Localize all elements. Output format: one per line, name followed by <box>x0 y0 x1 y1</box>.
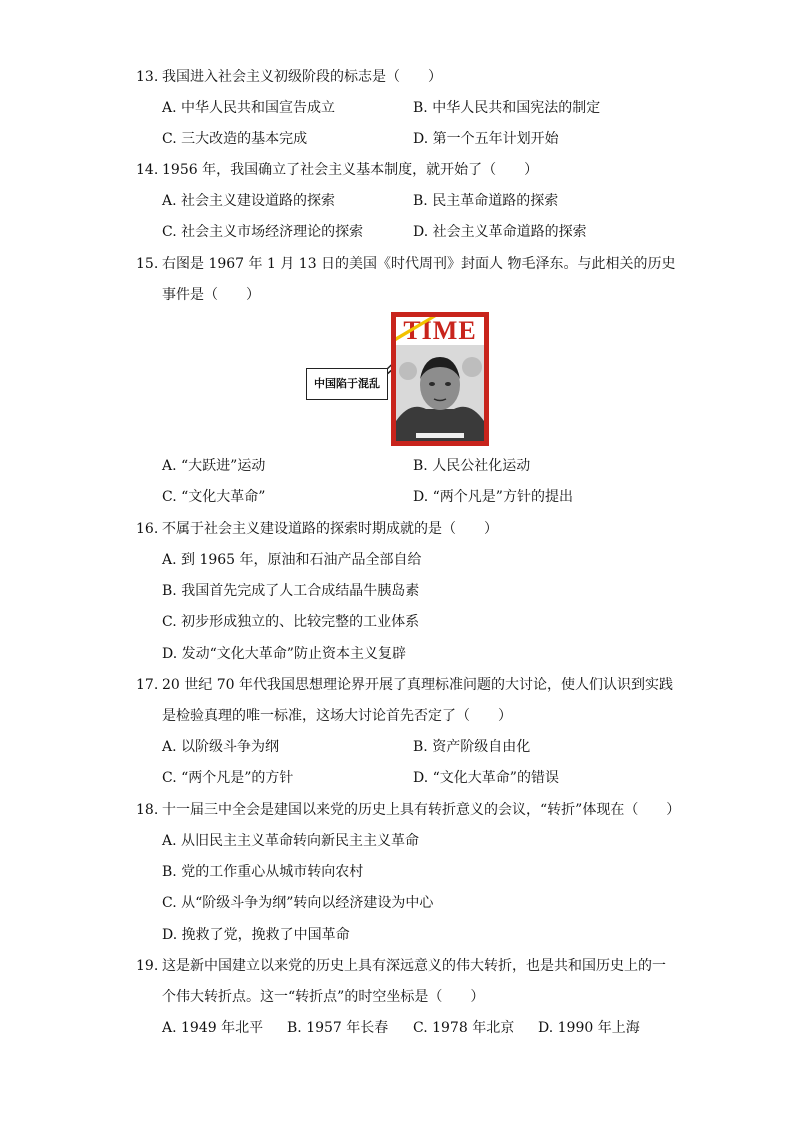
question-text: 1956 年，我国确立了社会主义基本制度，就开始了（ ） <box>162 162 539 178</box>
question-15-stem <box>136 255 676 273</box>
cover-inner <box>396 317 484 441</box>
question-number: 18. <box>136 802 159 818</box>
q16-option-b[interactable]: B. 我国首先完成了人工合成结晶牛胰岛素 <box>162 583 420 599</box>
question-15-stem-continued: 事件是（ ） <box>162 287 260 303</box>
question-18-stem <box>136 801 680 819</box>
question-text: 我国进入社会主义初级阶段的标志是（ ） <box>162 69 442 85</box>
q17-option-b[interactable]: B. 资产阶级自由化 <box>413 739 531 755</box>
q17-option-d[interactable]: D. “文化大革命”的错误 <box>413 770 559 786</box>
q14-option-b[interactable]: B. 民主革命道路的探索 <box>413 193 559 209</box>
question-number: 19. <box>136 958 159 974</box>
q18-option-a[interactable]: A. 从旧民主主义革命转向新民主主义革命 <box>162 833 420 849</box>
q19-option-c[interactable]: C. 1978 年北京 <box>413 1020 515 1036</box>
question-text: 十一届三中全会是建国以来党的历史上具有转折意义的会议，“转折”体现在（ ） <box>162 802 681 818</box>
question-19-stem-continued: 个伟大转折点。这一“转折点”的时空坐标是（ ） <box>162 989 485 1005</box>
question-14-stem <box>136 161 538 179</box>
question-text: 右图是 1967 年 1 月 13 日的美国《时代周刊》封面人 物毛泽东。与此相关的历史 <box>162 256 676 272</box>
q18-option-b[interactable]: B. 党的工作重心从城市转向农村 <box>162 864 364 880</box>
yellow-banner <box>396 317 484 441</box>
question-text: 20 世纪 70 年代我国思想理论界开展了真理标准问题的大讨论，使人们认识到实践 <box>162 677 673 693</box>
question-19-stem <box>136 957 666 975</box>
q19-option-a[interactable]: A. 1949 年北平 <box>162 1020 264 1036</box>
q17-option-c[interactable]: C. “两个凡是”的方针 <box>162 770 294 786</box>
q13-option-a[interactable]: A. 中华人民共和国宣告成立 <box>162 100 336 116</box>
q16-option-d[interactable]: D. 发动“文化大革命”防止资本主义复辟 <box>162 646 406 662</box>
callout-label: 中国陷于混乱 <box>306 368 388 400</box>
question-text: 这是新中国建立以来党的历史上具有深远意义的伟大转折，也是共和国历史上的一 <box>162 958 666 974</box>
question-17-stem <box>136 676 673 694</box>
q16-option-a[interactable]: A. 到 1965 年，原油和石油产品全部自给 <box>162 552 422 568</box>
q19-option-d[interactable]: D. 1990 年上海 <box>538 1020 640 1036</box>
q15-option-c[interactable]: C. “文化大革命” <box>162 489 266 505</box>
question-number: 14. <box>136 162 159 178</box>
q17-option-a[interactable]: A. 以阶级斗争为纲 <box>162 739 280 755</box>
q18-option-c[interactable]: C. 从“阶级斗争为纲”转向以经济建设为中心 <box>162 895 434 911</box>
magazine-cover <box>391 312 489 446</box>
question-number: 13. <box>136 69 159 85</box>
q14-option-a[interactable]: A. 社会主义建设道路的探索 <box>162 193 336 209</box>
q18-option-d[interactable]: D. 挽救了党，挽救了中国革命 <box>162 927 350 943</box>
q15-option-b[interactable]: B. 人民公社化运动 <box>413 458 531 474</box>
q13-option-c[interactable]: C. 三大改造的基本完成 <box>162 131 308 147</box>
question-number: 17. <box>136 677 159 693</box>
q14-option-c[interactable]: C. 社会主义市场经济理论的探索 <box>162 224 364 240</box>
question-13-stem <box>136 68 442 86</box>
q15-option-d[interactable]: D. “两个凡是”方针的提出 <box>413 489 573 505</box>
question-number: 16. <box>136 521 159 537</box>
q13-option-b[interactable]: B. 中华人民共和国宪法的制定 <box>413 100 601 116</box>
q19-option-b[interactable]: B. 1957 年长春 <box>287 1020 389 1036</box>
q15-option-a[interactable]: A. “大跃进”运动 <box>162 458 266 474</box>
question-17-stem-continued: 是检验真理的唯一标准，这场大讨论首先否定了（ ） <box>162 708 512 724</box>
q14-option-d[interactable]: D. 社会主义革命道路的探索 <box>413 224 587 240</box>
question-number: 15. <box>136 256 159 272</box>
q13-option-d[interactable]: D. 第一个五年计划开始 <box>413 131 559 147</box>
q16-option-c[interactable]: C. 初步形成独立的、比较完整的工业体系 <box>162 614 420 630</box>
time-cover-figure <box>306 312 492 448</box>
magazine-logo: TIME <box>396 317 484 345</box>
question-16-stem <box>136 520 498 538</box>
question-text: 不属于社会主义建设道路的探索时期成就的是（ ） <box>162 521 498 537</box>
